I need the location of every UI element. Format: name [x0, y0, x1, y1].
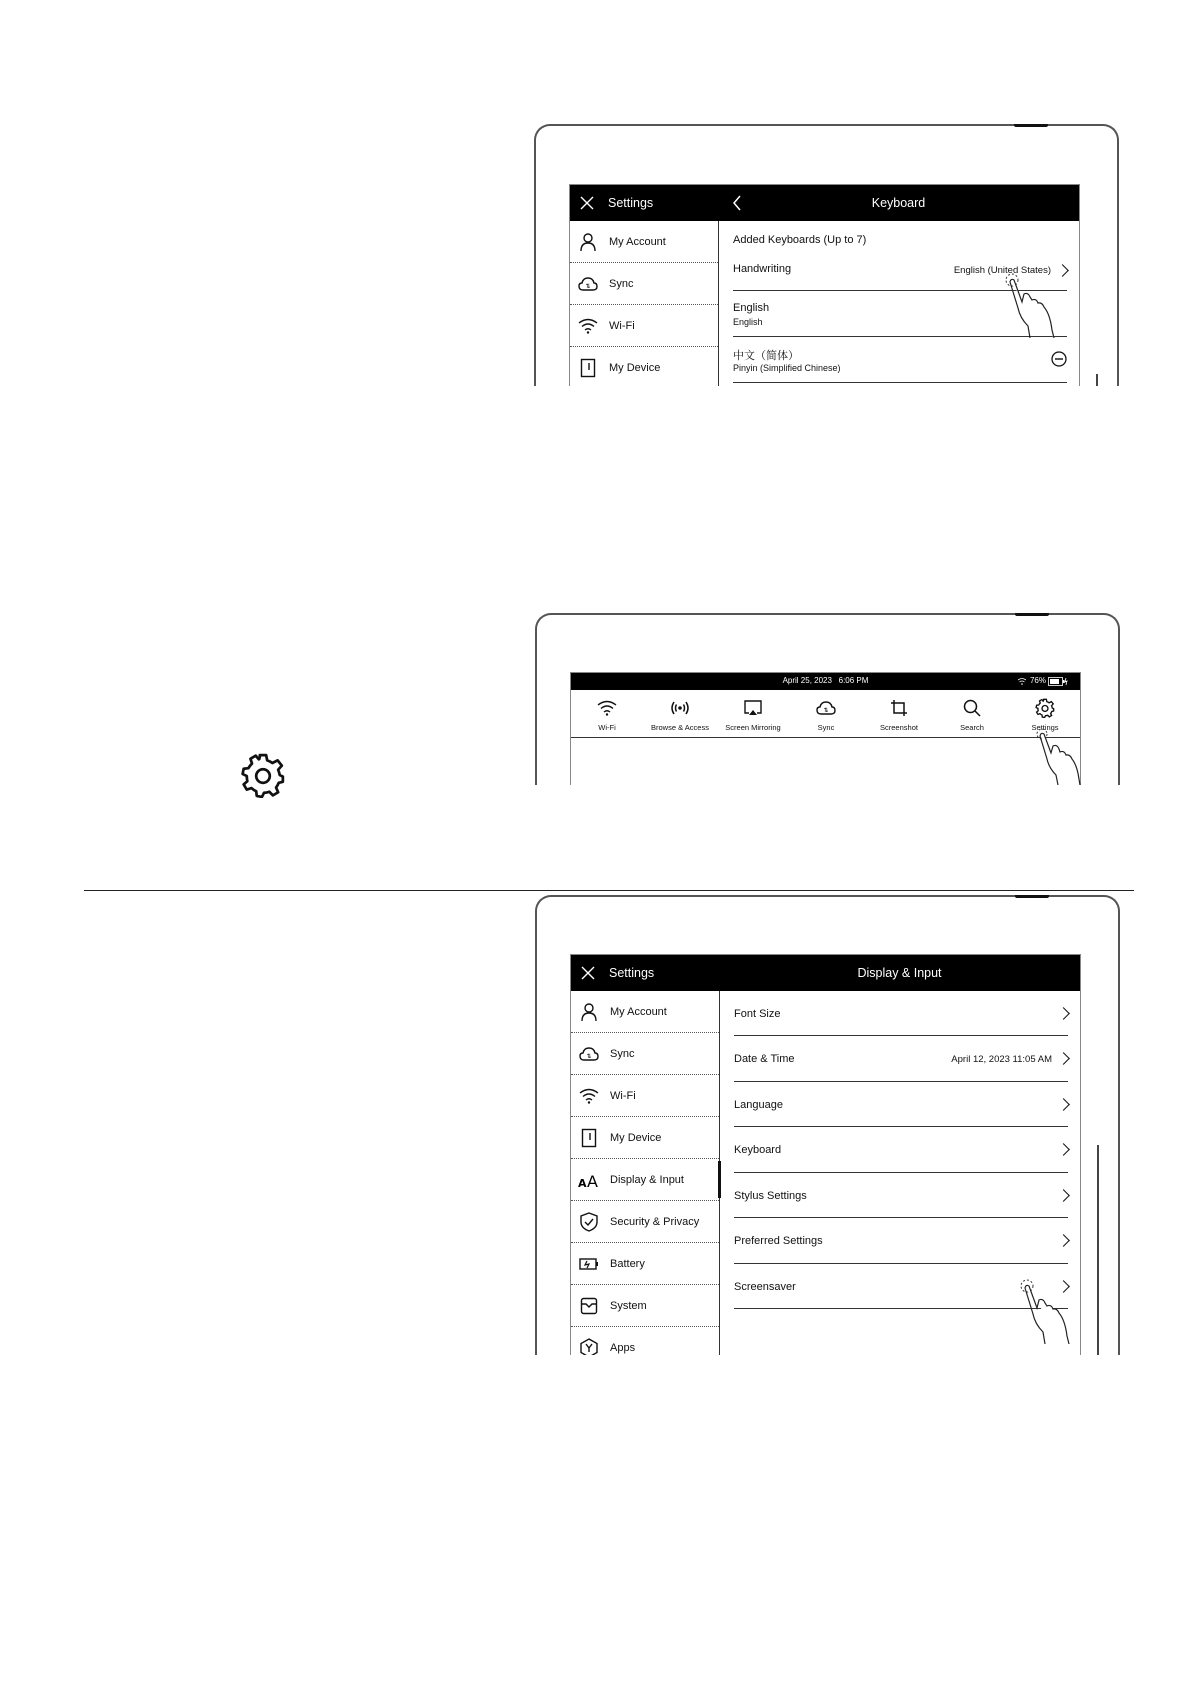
- settings-row-font-size[interactable]: [734, 991, 1068, 1036]
- settings-row-stylus-settings[interactable]: [734, 1173, 1068, 1218]
- chevron-right-icon: [1057, 1234, 1070, 1247]
- person-icon: [578, 1001, 600, 1023]
- sidebar-item-my-device[interactable]: [570, 347, 718, 386]
- sidebar-item-label: My Account: [610, 1005, 667, 1018]
- keyboard-title: English: [733, 302, 770, 314]
- quick-setting-screen-mirroring[interactable]: [717, 696, 789, 732]
- remove-icon[interactable]: [1051, 351, 1067, 367]
- sidebar-item-battery[interactable]: [571, 1243, 719, 1285]
- sidebar-item-label: Sync: [610, 1047, 635, 1060]
- chevron-right-icon: [1057, 1189, 1070, 1202]
- cloud-sync-icon: [578, 1043, 600, 1065]
- chevron-right-icon: [1057, 1052, 1070, 1065]
- sidebar-item-label: Battery: [610, 1257, 645, 1270]
- wifi-status-icon: [1018, 677, 1026, 685]
- sidebar-item-security-privacy[interactable]: [571, 1201, 719, 1243]
- sidebar-item-label: Apps: [610, 1341, 636, 1354]
- cloud-sync-icon: [790, 696, 862, 720]
- svg-text:A: A: [587, 1171, 598, 1188]
- device-button: [1015, 895, 1049, 898]
- sidebar-item-display-input[interactable]: [571, 1159, 719, 1201]
- browse-access-icon: [644, 696, 716, 720]
- row-value: English (United States): [953, 265, 1051, 276]
- sidebar-item-system[interactable]: [571, 1285, 719, 1327]
- close-icon[interactable]: [580, 196, 594, 210]
- svg-text:A: A: [578, 1176, 587, 1188]
- sidebar-item-wifi[interactable]: [570, 305, 718, 347]
- pointing-hand-icon: [1035, 727, 1085, 785]
- sidebar-item-my-device[interactable]: [571, 1117, 719, 1159]
- cloud-sync-icon: [577, 273, 599, 295]
- device-illustration-quick-settings: [535, 613, 1120, 785]
- sidebar-item-label: My Device: [610, 1131, 662, 1144]
- row-label: Preferred Settings: [734, 1235, 823, 1247]
- person-icon: [577, 231, 599, 253]
- status-time: April 25, 2023 6:06 PM: [782, 676, 869, 685]
- quick-settings-screen: [570, 672, 1081, 785]
- device-button: [1014, 124, 1048, 127]
- svg-text:⇅: ⇅: [585, 282, 591, 290]
- sidebar-item-label: Display & Input: [610, 1173, 684, 1186]
- font-size-icon: [578, 1169, 600, 1191]
- sidebar-item-sync[interactable]: [570, 263, 718, 305]
- sidebar-item-my-account[interactable]: [571, 991, 719, 1033]
- device-illustration-keyboard: [534, 124, 1119, 386]
- screen-mirroring-icon: [717, 696, 789, 720]
- scrollbar: [1097, 1145, 1099, 1355]
- quick-setting-label: Settings: [1031, 723, 1059, 732]
- sidebar-item-sync[interactable]: [571, 1033, 719, 1075]
- pointing-hand-icon: [1019, 1278, 1079, 1344]
- sidebar-item-apps[interactable]: [571, 1327, 719, 1355]
- battery-icon: [578, 1253, 600, 1275]
- row-value: April 12, 2023 11:05 AM: [951, 1054, 1052, 1065]
- sidebar-item-label: Wi-Fi: [610, 1089, 636, 1102]
- sidebar-item-label: System: [610, 1299, 647, 1312]
- pointing-hand-icon: [1004, 272, 1064, 338]
- wifi-icon: [577, 315, 599, 337]
- settings-sidebar: [571, 991, 720, 1355]
- quick-setting-label: Screen Mirroring: [725, 723, 781, 732]
- close-icon[interactable]: [581, 966, 595, 980]
- settings-row-date-time[interactable]: [734, 1036, 1068, 1082]
- quick-setting-label: Search: [960, 723, 984, 732]
- device-illustration-display-input: [535, 895, 1120, 1355]
- settings-row-preferred-settings[interactable]: [734, 1218, 1068, 1264]
- svg-text:⇅: ⇅: [823, 707, 829, 714]
- wifi-icon: [578, 1085, 600, 1107]
- settings-screen: [570, 954, 1081, 1355]
- quick-settings-bar: [571, 690, 1080, 738]
- quick-setting-label: Sync: [817, 723, 835, 732]
- sidebar-item-label: Wi-Fi: [609, 319, 635, 332]
- quick-setting-label: Browse & Access: [651, 723, 709, 732]
- title-bar: [570, 185, 1079, 221]
- chevron-right-icon: [1057, 1007, 1070, 1020]
- quick-setting-wifi[interactable]: [571, 696, 643, 732]
- row-label: Handwriting: [733, 263, 792, 275]
- row-label: Date & Time: [734, 1053, 795, 1065]
- display-input-panel: [734, 991, 1068, 1355]
- search-icon: [936, 696, 1008, 720]
- settings-title: Settings: [608, 196, 654, 210]
- quick-setting-browse-access[interactable]: [644, 696, 716, 732]
- crop-icon: [863, 696, 935, 720]
- row-label: Stylus Settings: [734, 1190, 807, 1202]
- battery-icon: [1048, 677, 1068, 686]
- row-label: Font Size: [734, 1008, 781, 1020]
- settings-row-screensaver[interactable]: [734, 1264, 1068, 1309]
- battery-percent: 76%: [1029, 676, 1046, 685]
- keyboard-subtitle: Pinyin (Simplified Chinese): [733, 363, 841, 373]
- sidebar-item-label: Sync: [609, 277, 634, 290]
- chevron-right-icon: [1057, 1143, 1070, 1156]
- quick-setting-label: Wi-Fi: [598, 723, 616, 732]
- title-bar: [571, 955, 1080, 991]
- section-header: Added Keyboards (Up to 7): [733, 234, 867, 246]
- sidebar-item-wifi[interactable]: [571, 1075, 719, 1117]
- settings-sidebar: [570, 221, 719, 386]
- device-button: [1015, 613, 1049, 616]
- wifi-icon: [571, 696, 643, 720]
- svg-text:⇅: ⇅: [586, 1052, 592, 1060]
- settings-title: Settings: [609, 966, 655, 980]
- page-title: Display & Input: [857, 966, 942, 980]
- chevron-right-icon: [1057, 1098, 1070, 1111]
- row-label: Screensaver: [734, 1281, 796, 1293]
- scrollbar: [1096, 374, 1098, 386]
- section-divider: [84, 890, 1134, 891]
- sidebar-item-label: My Account: [609, 235, 666, 248]
- gear-icon: [1009, 696, 1081, 720]
- settings-row-language[interactable]: [734, 1082, 1068, 1127]
- shield-icon: [578, 1211, 600, 1233]
- sidebar-item-my-account[interactable]: [570, 221, 718, 263]
- apps-icon: [578, 1337, 600, 1356]
- quick-setting-label: Screenshot: [880, 723, 918, 732]
- keyboard-subtitle: English: [733, 317, 763, 327]
- row-label: Keyboard: [734, 1144, 782, 1156]
- quick-setting-screenshot[interactable]: [863, 696, 935, 732]
- device-icon: [577, 357, 599, 379]
- sidebar-item-label: My Device: [609, 361, 661, 374]
- system-icon: [578, 1295, 600, 1317]
- keyboard-title: 中文（简体）: [733, 349, 799, 362]
- keyboard-item[interactable]: [733, 337, 1067, 383]
- quick-setting-search[interactable]: [936, 696, 1008, 732]
- gear-icon: [240, 752, 286, 798]
- quick-setting-sync[interactable]: [790, 696, 862, 732]
- page-title: Keyboard: [871, 196, 926, 210]
- device-icon: [578, 1127, 600, 1149]
- status-bar: [571, 673, 1080, 690]
- row-label: Language: [734, 1099, 783, 1111]
- settings-row-keyboard[interactable]: [734, 1127, 1068, 1173]
- sidebar-item-label: Security & Privacy: [610, 1215, 700, 1228]
